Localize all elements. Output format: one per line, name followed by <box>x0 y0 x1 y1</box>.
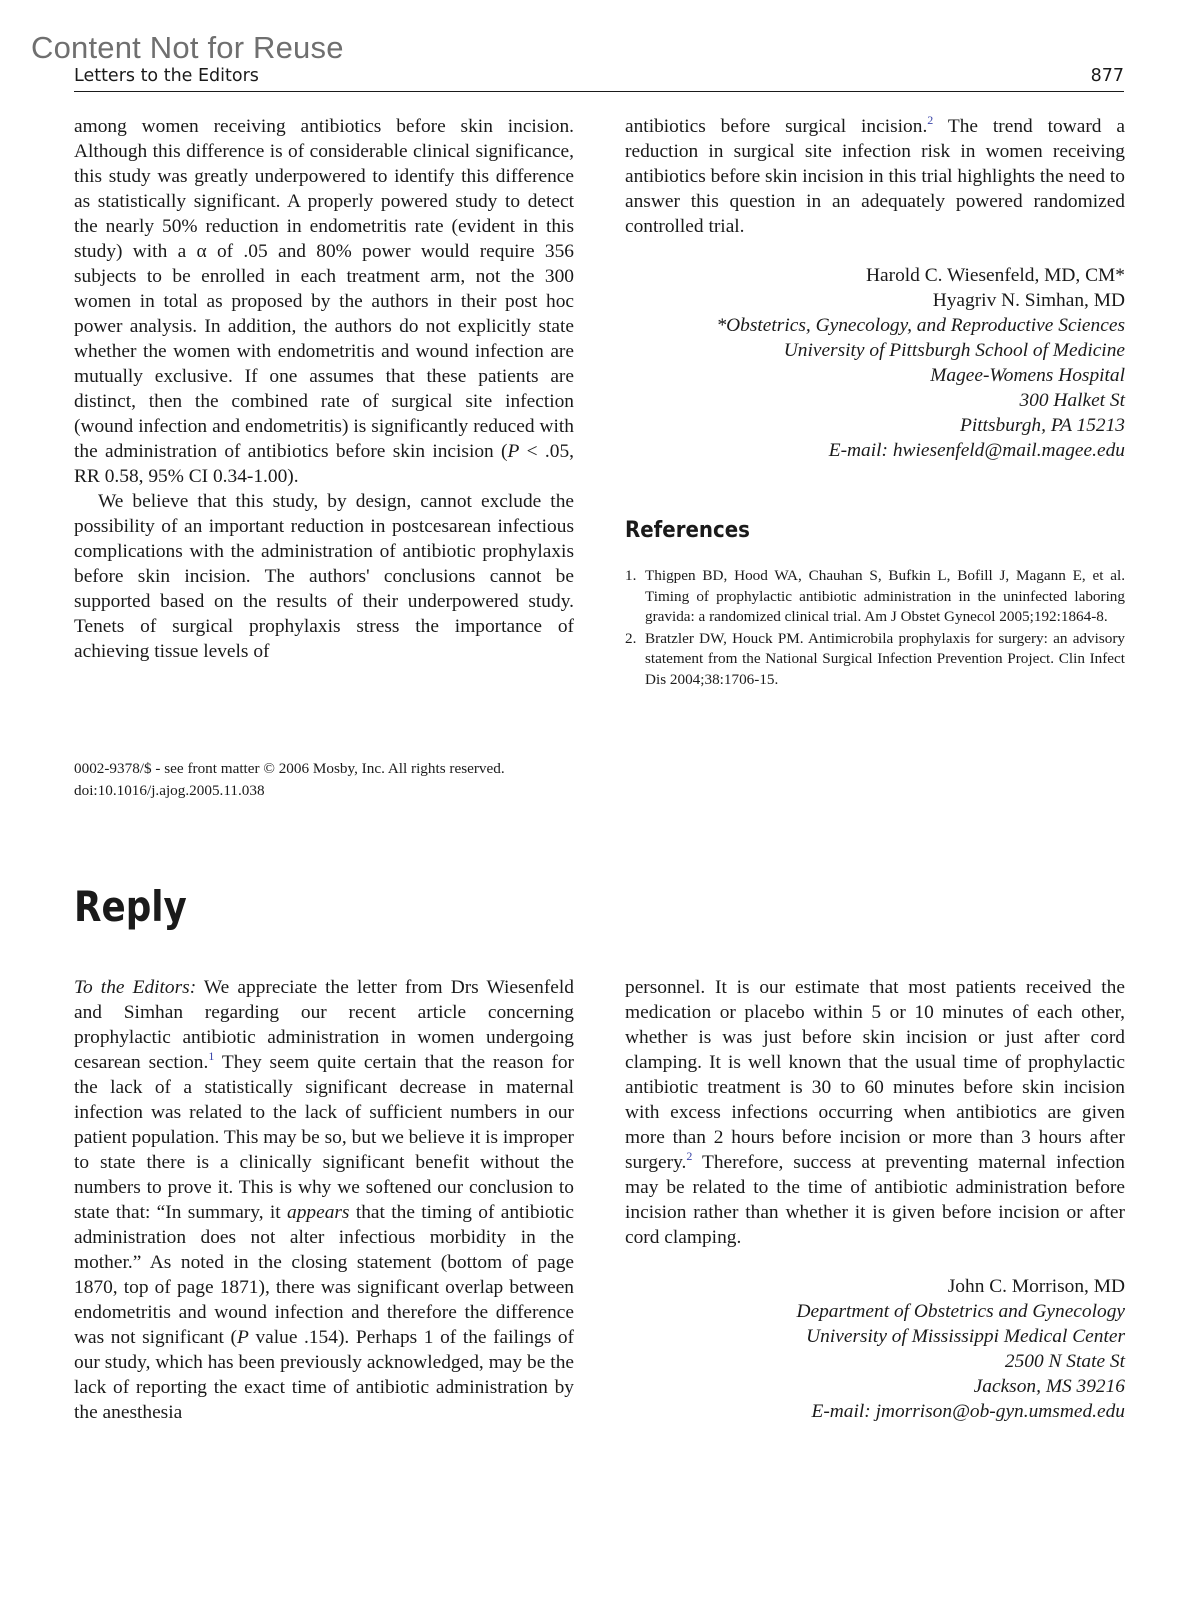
letter-column-right <box>625 114 1125 463</box>
reply-paragraph-2: personnel. It is our estimate that most patients received the medication or placebo within 5 or 10 minutes of each other, whether is was just before skin incision or just after cord clamping. It is well known that the usual time of prophylactic antibiotic treatment is 30 to 60 minutes before skin incision with excess infections occurring when antibiotics are given more than 2 hours before incision or more than 3 hours after surgery.$^2$ Therefore, success at preventing maternal infection may be related to the time of antibiotic administration before incision rather than whether it is given before incision or after cord clamping. <box>625 977 1125 1248</box>
author-name: Harold C. Wiesenfeld, MD, CM* <box>866 265 1125 286</box>
reply-column-left <box>74 975 574 1425</box>
address-city: Pittsburgh, PA 15213 <box>959 415 1125 436</box>
reference-link-2[interactable]: 2 <box>927 113 934 127</box>
copyright-line: 0002-9378/$ - see front matter © 2006 Mosby, Inc. All rights reserved. <box>74 760 505 777</box>
address-street: 300 Halket St <box>1019 390 1125 411</box>
letter-signature <box>625 263 1125 463</box>
reference-item: 2. Bratzler DW, Houck PM. Antimicrobila prophylaxis for surgery: an advisory statement from the National Surgical Infection Prevention Project. Clin Infect Dis 2004;38:1706-15. <box>625 629 1125 688</box>
author-name: John C. Morrison, MD <box>947 1276 1125 1297</box>
reference-link-2[interactable]: 2 <box>686 1149 693 1163</box>
address-city: Jackson, MS 39216 <box>973 1376 1125 1397</box>
affiliation-dept: *Obstetrics, Gynecology, and Reproductive Sciences <box>716 315 1125 336</box>
reference-link-1[interactable]: 1 <box>208 1049 215 1063</box>
reference-item: 1. Thigpen BD, Hood WA, Chauhan S, Bufkin L, Bofill J, Magann E, et al. Timing of prophylactic antibiotic administration in the uninfected laboring gravida: a randomized clinical trial. Am J Obstet Gynecol 2005;192:1864-8. <box>625 567 1125 625</box>
salutation: To the Editors: <box>74 977 197 998</box>
address-street: 2500 N State St <box>1004 1351 1125 1372</box>
affiliation-school: University of Pittsburgh School of Medicine <box>783 340 1125 361</box>
affiliation-dept: Department of Obstetrics and Gynecology <box>796 1301 1125 1322</box>
author-email: E-mail: jmorrison@ob-gyn.umsmed.edu <box>811 1401 1125 1422</box>
references-list <box>625 566 1125 691</box>
doi-line: doi:10.1016/j.ajog.2005.11.038 <box>74 782 265 799</box>
letter-column-left <box>74 114 574 664</box>
page-number: 877 <box>1090 66 1124 86</box>
affiliation-school: University of Mississippi Medical Center <box>806 1326 1125 1347</box>
reply-title: Reply <box>74 882 187 931</box>
reply-paragraph-1: To the Editors: We appreciate the letter from Drs Wiesenfeld and Simhan regarding our recent article concerning prophylactic antibiotic administration in women undergoing cesarean section.$^1$ They seem quite certain that the reason for the lack of a statistically significant decrease in maternal infection was related to the lack of sufficient numbers in our patient population. This may be so, but we believe it is improper to state there is a clinically significant benefit without the numbers to prove it. This is why we softened our conclusion to state that: “In summary, it appears that the timing of antibiotic administration does not alter infectious morbidity in the mother.” As noted in the closing statement (bottom of page 1870, top of page 1871), there was significant overlap between endometritis and wound infection and therefore the difference was not significant (P value .154). Perhaps 1 of the failings of our study, which has been previously acknowledged, may be the lack of reporting the exact time of antibiotic administration by the anesthesia <box>74 977 574 1423</box>
references-heading: References <box>625 518 750 543</box>
reply-signature <box>625 1274 1125 1424</box>
reply-column-right <box>625 975 1125 1424</box>
letter-paragraph-3: antibiotics before surgical incision.$^2$ The trend toward a reduction in surgical site infection risk in women receiving antibiotics before skin incision in this trial highlights the need to answer this question in an adequately powered randomized controlled trial. <box>625 113 1125 237</box>
running-head <box>74 66 1124 92</box>
watermark: Content Not for Reuse <box>31 30 344 65</box>
affiliation-hospital: Magee-Womens Hospital <box>930 365 1125 386</box>
section-title: Letters to the Editors <box>74 66 259 86</box>
copyright-footer <box>74 758 505 802</box>
author-email: E-mail: hwiesenfeld@mail.magee.edu <box>828 440 1125 461</box>
letter-paragraph-2: We believe that this study, by design, cannot exclude the possibility of an important reduction in postcesarean infectious complications with the administration of antibiotic prophylaxis before skin incision. The authors' conclusions cannot be supported based on the results of their underpowered study. Tenets of surgical prophylaxis stress the importance of achieving tissue levels of <box>74 491 574 662</box>
author-name: Hyagriv N. Simhan, MD <box>932 290 1125 311</box>
letter-paragraph-1: among women receiving antibiotics before skin incision. Although this difference is of considerable clinical significance, this study was greatly underpowered to identify this difference as statistically significant. A properly powered study to detect the nearly 50% reduction in endometritis rate (evident in this study) with a α of .05 and 80% power would require 356 subjects to be enrolled in each treatment arm, not the 300 women in total as proposed by the authors in their post hoc power analysis. In addition, the authors do not explicitly state whether the women with endometritis and wound infection are mutually exclusive. If one assumes that these patients are distinct, then the combined rate of surgical site infection (wound infection and endometritis) is significantly reduced with the administration of antibiotics before skin incision (P < .05, RR 0.58, 95% CI 0.34-1.00). <box>74 116 574 487</box>
